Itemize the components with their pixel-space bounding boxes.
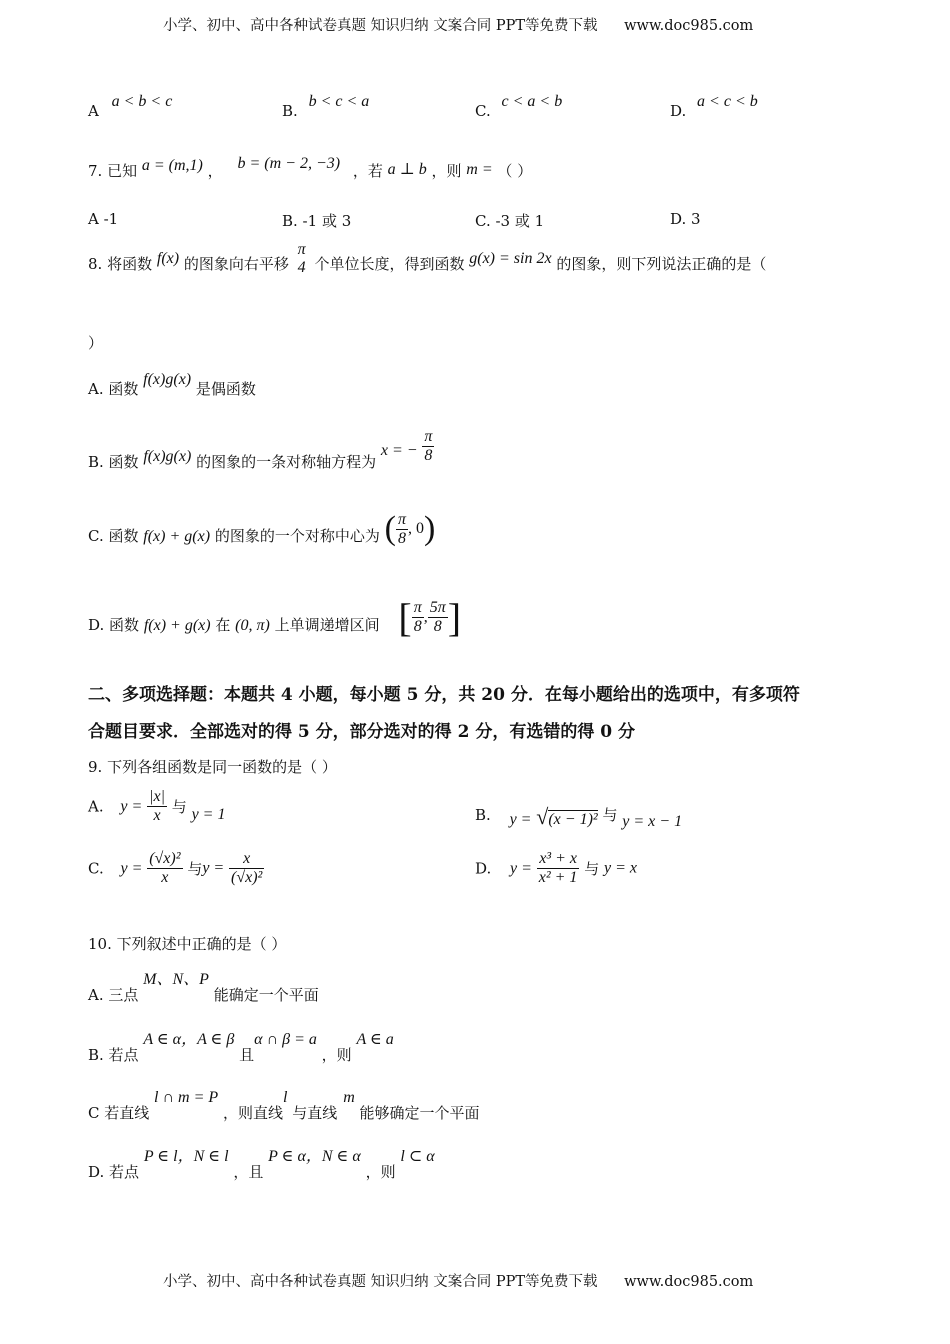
- q6-b-label: B.: [282, 102, 298, 120]
- q10-a-suffix: 能确定一个平面: [213, 986, 319, 1004]
- q9-b-radicand: (x − 1)²: [548, 811, 598, 828]
- q8-option-c: [88, 510, 435, 548]
- q9-a-den: x: [153, 807, 161, 824]
- q10-a-prefix: A. 三点: [88, 986, 139, 1004]
- q8-c-expr: f(x) + g(x): [143, 528, 211, 545]
- sqrt-icon: √: [536, 804, 549, 829]
- q6-option-d: [670, 92, 758, 120]
- q10-d-prefix: D. 若点: [88, 1163, 140, 1181]
- q10-c-m: m: [343, 1089, 355, 1106]
- q10-b-cond: A ∈ α，A ∈ β: [143, 1031, 235, 1048]
- q8-d-5pi: 5π: [429, 599, 446, 616]
- q7-option-a: A -1: [88, 210, 119, 228]
- q8-d-8b: 8: [433, 618, 442, 635]
- q9-c-den: x: [161, 869, 169, 886]
- q8-gx: g(x) = sin 2x: [469, 250, 552, 267]
- q10-b-cap: α ∩ β = a: [254, 1031, 317, 1048]
- section2-line1: 二、多项选择题：本题共 4 小题，每小题 5 分，共 20 分．在每小题给出的选项中，有多项符: [88, 685, 800, 705]
- q8-mid2: 个单位长度，得到函数: [314, 255, 465, 273]
- q9-c-num: (√x)²: [149, 850, 181, 867]
- q8-d-in: 在: [215, 615, 231, 634]
- q9-c-label: C.: [88, 859, 104, 878]
- q10-c-prefix: C 若直线: [88, 1104, 150, 1122]
- q7-paren: （ ）: [497, 162, 533, 180]
- page-header: [163, 14, 753, 35]
- header-text: 小学、初中、高中各种试卷真题 知识归纳 文案合同 PPT等免费下载: [163, 18, 598, 34]
- q9-a-lhs: y =: [120, 797, 143, 815]
- q10-c-suffix: 能够确定一个平面: [359, 1104, 480, 1122]
- q9-c-with: 与: [187, 860, 203, 878]
- q9-option-b: [475, 800, 683, 830]
- q9-a-fraction: [147, 788, 167, 825]
- q8-stem: [88, 241, 767, 283]
- q8-a-prefix: A. 函数: [88, 380, 139, 398]
- q10-option-a: [88, 966, 319, 1004]
- q8-b-8: 8: [424, 447, 433, 464]
- q7-option-b: B. -1 或 3: [282, 212, 352, 230]
- q8-c-rparen: ): [423, 510, 436, 547]
- q8-c-pi: π: [397, 510, 406, 528]
- q7-option-c: C. -3 或 1: [475, 212, 545, 230]
- q8-option-b: [88, 428, 434, 471]
- q8-d-prefix: D. 函数: [88, 615, 140, 634]
- q8-d-rbracket: ]: [447, 595, 462, 640]
- q9-a-num: |x|: [149, 788, 165, 805]
- q9-b-label: B.: [475, 806, 491, 824]
- q9-option-a: [88, 788, 225, 825]
- q9-c-lhs: y =: [120, 859, 143, 877]
- q8-d-pi: π: [413, 599, 422, 616]
- q6-option-a: [88, 92, 173, 120]
- q10-option-c: [88, 1086, 480, 1122]
- q7-vector-b: b = (m − 2, −3): [237, 155, 341, 172]
- q8-a-expr: f(x)g(x): [143, 371, 192, 388]
- page-footer: [163, 1270, 753, 1291]
- q8-b-x: x = −: [380, 441, 418, 459]
- q9-d-rhs: y = x: [604, 859, 638, 877]
- q8-num: 8. 将函数: [88, 255, 153, 273]
- q10-c-then: ，则直线: [222, 1104, 283, 1122]
- q8-d-frac2: [428, 599, 448, 636]
- q8-close-paren: ）: [88, 334, 104, 352]
- q8-four: 4: [297, 259, 306, 276]
- q9-a-rhs: y = 1: [191, 805, 226, 823]
- q6-d-label: D.: [670, 102, 687, 120]
- q9-c-lhs2: y =: [202, 859, 225, 877]
- q7-num: 7. 已知: [88, 162, 138, 180]
- q9-b-with: 与: [602, 806, 618, 824]
- q8-c-prefix: C. 函数: [88, 527, 139, 545]
- q10-d-and: ，且: [233, 1163, 264, 1181]
- q6-d-expr: a < c < b: [697, 93, 758, 110]
- q9-d-lhs: y =: [510, 859, 532, 877]
- q10-option-b: [88, 1026, 394, 1064]
- q10-b-result: A ∈ a: [356, 1031, 394, 1048]
- footer-url[interactable]: www.doc985.com: [624, 1274, 754, 1290]
- q9-d-den: x² + 1: [538, 869, 578, 886]
- q7-vector-a: a = (m,1): [141, 157, 203, 174]
- q7-sep1: ，: [207, 162, 223, 180]
- q7-option-d: D. 3: [670, 210, 701, 228]
- q8-d-8a: 8: [413, 618, 422, 635]
- q8-option-a: [88, 368, 256, 398]
- q10-option-d: [88, 1143, 435, 1181]
- q9-d-fraction: [537, 850, 580, 887]
- q8-d-interval: (0, π): [235, 616, 270, 634]
- q10-c-and: 与直线: [292, 1104, 338, 1122]
- q8-shift-fraction: [296, 241, 308, 277]
- q9-d-with: 与: [584, 860, 600, 878]
- footer-text: 小学、初中、高中各种试卷真题 知识归纳 文案合同 PPT等免费下载: [163, 1274, 598, 1290]
- q9-b-rhs: y = x − 1: [622, 813, 683, 830]
- q8-d-frac1: [412, 599, 424, 636]
- q10-d-cond1: P ∈ l，N ∈ l: [143, 1148, 229, 1165]
- q8-fx: f(x): [156, 250, 180, 267]
- q6-option-b: [282, 92, 370, 120]
- q8-b-mid: 的图象的一条对称轴方程为: [196, 452, 377, 471]
- q9-c-fraction2: [229, 850, 264, 887]
- q8-mid1: 的图象向右平移: [183, 255, 289, 273]
- q9-a-label: A.: [88, 797, 104, 816]
- q9-c-num2: x: [229, 850, 264, 869]
- header-url[interactable]: www.doc985.com: [624, 18, 754, 34]
- q6-option-c: [475, 92, 563, 120]
- q8-tail: 的图象，则下列说法正确的是（: [556, 255, 767, 273]
- q9-d-num: x³ + x: [537, 850, 580, 869]
- q10-b-prefix: B. 若点: [88, 1046, 139, 1064]
- q10-b-and: 且: [239, 1046, 255, 1064]
- q6-a-expr: a < b < c: [111, 93, 173, 110]
- q8-c-lparen: (: [384, 510, 396, 547]
- q10-stem: 10. 下列叙述中正确的是（ ）: [88, 935, 287, 953]
- q9-c-fraction1: [147, 850, 182, 887]
- q9-option-c: [88, 850, 264, 887]
- q8-b-expr: f(x)g(x): [143, 447, 192, 465]
- q6-b-expr: b < c < a: [308, 93, 370, 110]
- q10-b-then: ，则: [321, 1046, 352, 1064]
- q6-c-expr: c < a < b: [501, 93, 563, 110]
- q9-b-lhs: y =: [509, 811, 532, 828]
- q9-c-den2: (√x)²: [231, 869, 263, 886]
- q9-d-label: D.: [475, 859, 492, 878]
- section2-line2: 合题目要求．全部选对的得 5 分，部分选对的得 2 分，有选错的得 0 分: [88, 722, 635, 742]
- q8-d-expr: f(x) + g(x): [143, 616, 211, 634]
- q8-b-prefix: B. 函数: [88, 452, 139, 471]
- q8-pi: π: [297, 241, 306, 258]
- q7-sep3: ，则: [431, 162, 462, 180]
- q8-c-mid: 的图象的一个对称中心为: [214, 527, 380, 545]
- q8-d-mid: 上单调递增区间: [274, 615, 380, 634]
- q9-a-with: 与: [171, 798, 187, 816]
- q10-c-l: l: [282, 1089, 288, 1106]
- q10-d-cond2: P ∈ α，N ∈ α: [268, 1148, 361, 1165]
- q8-c-fraction: [396, 511, 408, 548]
- q8-d-comma: ,: [423, 608, 428, 626]
- q8-c-8: 8: [397, 529, 406, 547]
- q7-perp: a ⊥ b: [387, 161, 427, 178]
- q8-d-lbracket: [: [398, 595, 412, 640]
- q7-stem: [88, 155, 533, 181]
- q8-b-pi: π: [424, 428, 433, 445]
- q6-a-label: A: [88, 102, 99, 120]
- q7-sep2: ，若: [352, 162, 383, 180]
- q10-d-result: l ⊂ α: [400, 1148, 435, 1165]
- q8-c-zero: , 0: [407, 520, 424, 537]
- q7-m-eq: m =: [466, 161, 493, 178]
- q8-a-suffix: 是偶函数: [195, 380, 256, 398]
- q8-option-d: [88, 594, 461, 641]
- q9-stem: 9. 下列各组函数是同一函数的是（ ）: [88, 758, 337, 776]
- q8-b-fraction: [422, 428, 434, 465]
- q9-option-d: [475, 850, 637, 887]
- q10-d-then: ，则: [365, 1163, 396, 1181]
- q10-a-points: M、N、P: [143, 971, 209, 988]
- q10-c-cap: l ∩ m = P: [154, 1089, 219, 1106]
- q6-c-label: C.: [475, 102, 491, 120]
